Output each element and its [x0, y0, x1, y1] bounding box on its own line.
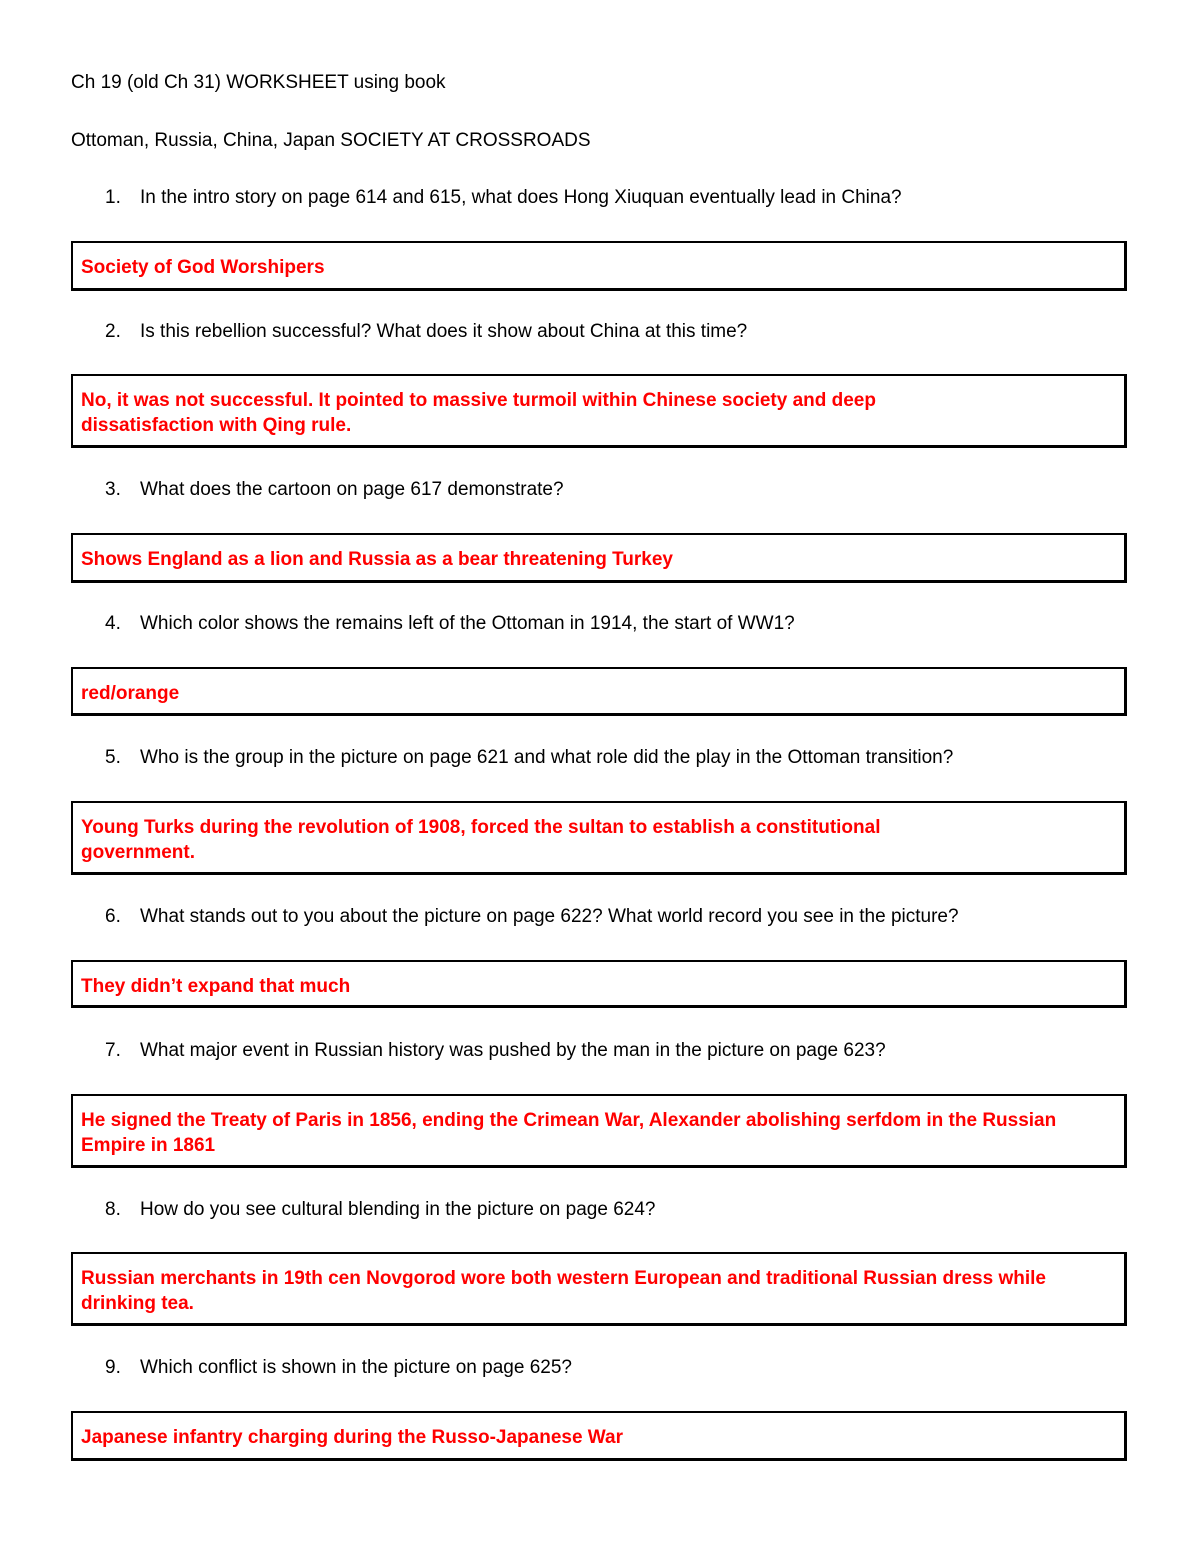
answer-box-5: Young Turks during the revolution of 1908, forced the sultan to establish a constitutional government. — [71, 801, 1127, 875]
question-text: How do you see cultural blending in the picture on page 624? — [140, 1199, 656, 1220]
question-8 — [105, 1199, 655, 1221]
question-text: What stands out to you about the picture on page 622? What world record you see in the picture? — [140, 906, 959, 927]
answer-box-3: Shows England as a lion and Russia as a bear threatening Turkey — [71, 533, 1127, 583]
question-number: 3. — [105, 479, 121, 500]
question-text: What does the cartoon on page 617 demonstrate? — [140, 479, 564, 500]
question-number: 7. — [105, 1040, 121, 1061]
question-text: Who is the group in the picture on page 621 and what role did the play in the Ottoman transition? — [140, 747, 954, 768]
question-2 — [105, 321, 747, 343]
question-4 — [105, 613, 795, 635]
question-number: 4. — [105, 613, 121, 634]
question-number: 8. — [105, 1199, 121, 1220]
question-text: Which conflict is shown in the picture on page 625? — [140, 1357, 572, 1378]
question-3 — [105, 479, 564, 501]
question-1 — [105, 187, 902, 209]
answer-box-6: They didn’t expand that much — [71, 960, 1127, 1008]
question-text: Is this rebellion successful? What does it show about China at this time? — [140, 321, 748, 342]
answer-box-2: No, it was not successful. It pointed to massive turmoil within Chinese society and deep dissatisfaction with Qing rule. — [71, 374, 1127, 448]
question-text: In the intro story on page 614 and 615, what does Hong Xiuquan eventually lead in China? — [140, 187, 902, 208]
question-number: 2. — [105, 321, 121, 342]
question-number: 9. — [105, 1357, 121, 1378]
question-number: 6. — [105, 906, 121, 927]
question-9 — [105, 1357, 572, 1379]
worksheet-subtitle: Ottoman, Russia, China, Japan SOCIETY AT CROSSROADS — [71, 130, 591, 151]
answer-box-8: Russian merchants in 19th cen Novgorod wore both western European and traditional Russian dress while drinking tea. — [71, 1252, 1127, 1326]
question-number: 5. — [105, 747, 121, 768]
question-7 — [105, 1040, 886, 1062]
worksheet-title: Ch 19 (old Ch 31) WORKSHEET using book — [71, 72, 446, 93]
question-text: Which color shows the remains left of the Ottoman in 1914, the start of WW1? — [140, 613, 795, 634]
answer-box-7: He signed the Treaty of Paris in 1856, ending the Crimean War, Alexander abolishing serfdom in the Russian Empire in 1861 — [71, 1094, 1127, 1168]
answer-box-1: Society of God Worshipers — [71, 241, 1127, 291]
answer-box-4: red/orange — [71, 667, 1127, 716]
question-text: What major event in Russian history was pushed by the man in the picture on page 623? — [140, 1040, 886, 1061]
question-6 — [105, 906, 959, 928]
question-5 — [105, 747, 953, 769]
answer-box-9: Japanese infantry charging during the Russo-Japanese War — [71, 1411, 1127, 1461]
question-number: 1. — [105, 187, 121, 208]
